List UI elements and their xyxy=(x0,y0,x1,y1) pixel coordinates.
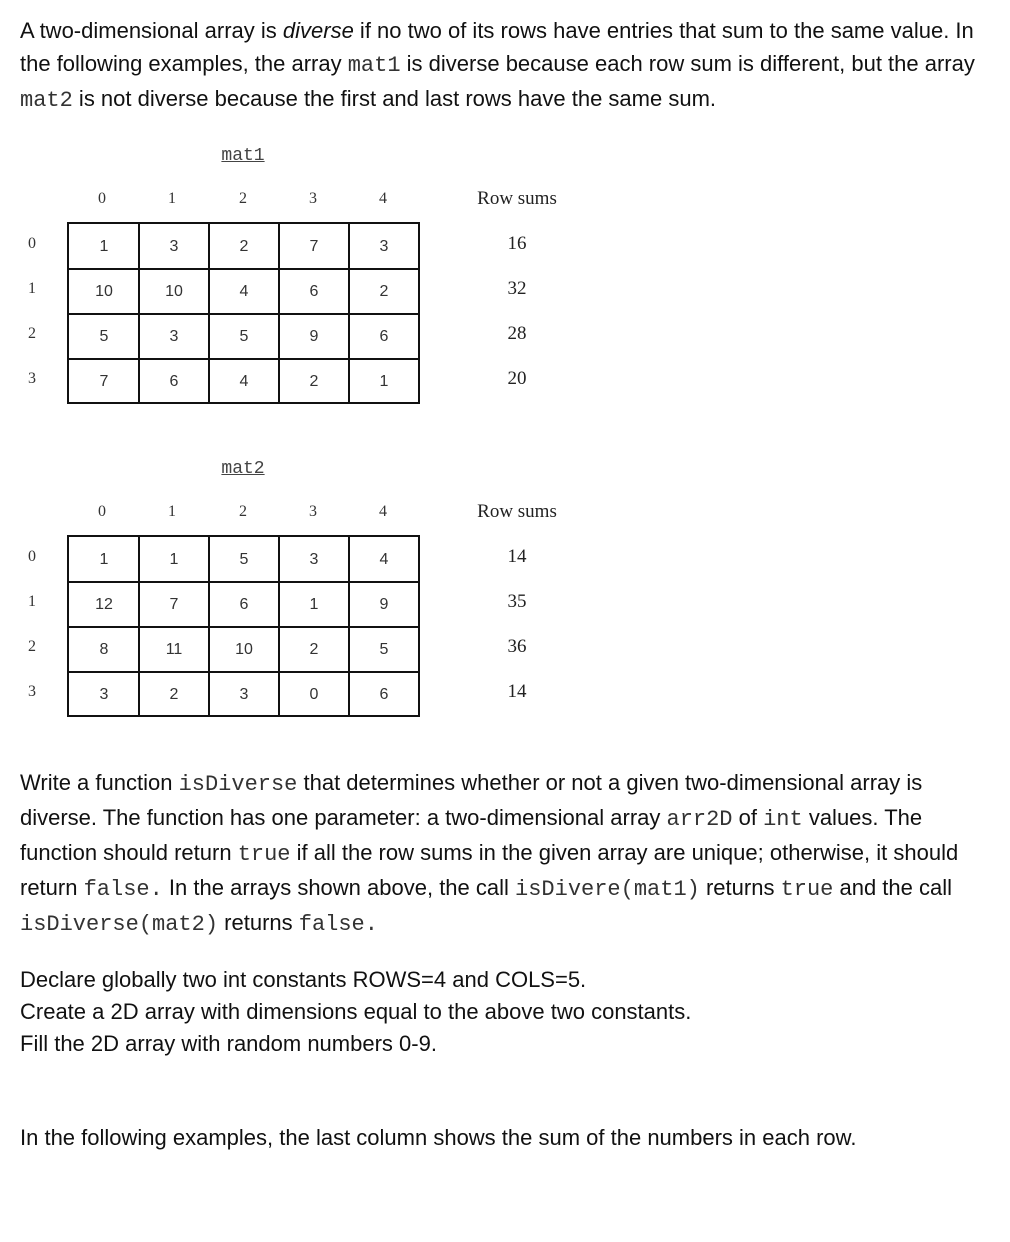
array-cell: 4 xyxy=(239,283,249,300)
task-text-2: that determines whether or not a given two-dimensional array is diverse. The function has one parameter: a two-dimensional array xyxy=(20,770,923,830)
mat2-code: mat2 xyxy=(20,88,73,113)
call-mat1-code: isDivere(mat1) xyxy=(515,877,700,902)
task-text-3: of xyxy=(732,805,764,830)
row-index: 1 xyxy=(28,280,36,297)
array-cell: 11 xyxy=(165,641,183,658)
task-text-1: Write a function xyxy=(20,770,179,795)
array-cell: 0 xyxy=(309,686,319,703)
array-cell: 2 xyxy=(239,238,249,255)
array-cell: 12 xyxy=(95,596,113,613)
array-cell: 3 xyxy=(239,686,249,703)
int-type-code: int xyxy=(763,807,803,832)
instruction-line-1: Declare globally two int constants ROWS=4 and COLS=5. xyxy=(20,967,587,992)
column-index: 4 xyxy=(379,190,387,207)
array-cell: 9 xyxy=(309,328,319,345)
row-sum-value: 20 xyxy=(507,368,527,389)
false-code: false. xyxy=(83,877,163,902)
instruction-line-2: Create a 2D array with dimensions equal to the above two constants. xyxy=(20,999,692,1024)
column-index: 1 xyxy=(168,190,176,207)
array-cell: 6 xyxy=(379,686,389,703)
array-cell: 2 xyxy=(169,686,179,703)
array-cell: 1 xyxy=(169,551,179,568)
array-cell: 5 xyxy=(99,328,109,345)
param-name-code: arr2D xyxy=(666,807,733,832)
mat1-code: mat1 xyxy=(347,53,401,78)
row-sums-header: Row sums xyxy=(477,188,557,209)
array-cell: 6 xyxy=(169,373,179,390)
true-code: true xyxy=(237,842,291,867)
row-sum-value: 28 xyxy=(507,323,527,344)
intro-text-4: is not diverse because the first and last rows have the same sum. xyxy=(72,86,717,111)
row-sums-header: Row sums xyxy=(477,501,557,522)
row-sum-value: 16 xyxy=(507,233,527,254)
array-cell: 1 xyxy=(309,596,319,613)
array-cell: 9 xyxy=(379,596,389,613)
array-cell: 1 xyxy=(379,373,389,390)
array-cell: 5 xyxy=(239,328,249,345)
row-sum-value: 32 xyxy=(507,278,527,299)
intro-text-2: if no two of its rows have entries that sum to the same value. In the following examples, the array xyxy=(20,18,974,76)
array-cell: 7 xyxy=(99,373,109,390)
task-text-7: returns xyxy=(699,875,781,900)
column-index: 0 xyxy=(98,190,106,207)
column-index: 2 xyxy=(239,190,247,207)
array-cell: 2 xyxy=(309,641,319,658)
task-text-5: if all the row sums in the given array are unique; otherwise, it should return xyxy=(20,840,959,900)
footer-note: In the following examples, the last column shows the sum of the numbers in each row. xyxy=(20,1125,857,1150)
array-cell: 4 xyxy=(379,551,389,568)
column-index: 4 xyxy=(379,503,387,520)
array-grid xyxy=(67,535,420,717)
array-cell: 5 xyxy=(379,641,389,658)
diverse-term: diverse xyxy=(282,18,354,43)
array-cell: 7 xyxy=(169,596,179,613)
array-cell: 10 xyxy=(235,641,253,658)
array-cell: 3 xyxy=(169,238,179,255)
row-index: 3 xyxy=(28,683,36,700)
row-index: 3 xyxy=(28,370,36,387)
array-cell: 1 xyxy=(99,551,109,568)
task-text-4: values. The function should return xyxy=(20,805,923,865)
task-paragraph xyxy=(20,766,980,941)
array-cell: 10 xyxy=(95,283,113,300)
array-title: mat2 xyxy=(221,459,265,479)
row-sum-value: 14 xyxy=(507,681,527,702)
true-code-2: true xyxy=(780,877,834,902)
instruction-line-3: Fill the 2D array with random numbers 0-9. xyxy=(20,1031,437,1056)
row-index: 0 xyxy=(28,235,36,252)
array-cell: 6 xyxy=(309,283,319,300)
row-index: 1 xyxy=(28,593,36,610)
array-cell: 3 xyxy=(169,328,179,345)
array-cell: 2 xyxy=(379,283,389,300)
column-index: 3 xyxy=(309,190,317,207)
array-cell: 1 xyxy=(99,238,109,255)
row-index: 2 xyxy=(28,638,36,655)
array-cell: 6 xyxy=(379,328,389,345)
row-sum-value: 36 xyxy=(507,636,527,657)
task-text-9: returns xyxy=(218,910,299,935)
row-index: 0 xyxy=(28,548,36,565)
array-cell: 3 xyxy=(379,238,389,255)
array-cell: 6 xyxy=(239,596,249,613)
intro-paragraph xyxy=(20,14,980,117)
row-sum-value: 35 xyxy=(507,591,527,612)
array-grid xyxy=(67,222,420,404)
column-index: 0 xyxy=(98,503,106,520)
column-index: 2 xyxy=(239,503,247,520)
array-cell: 5 xyxy=(239,551,249,568)
array-cell: 7 xyxy=(309,238,319,255)
false-code-2: false. xyxy=(298,912,378,937)
intro-text-1: A two-dimensional array is xyxy=(20,18,283,43)
array-cell: 4 xyxy=(239,373,249,390)
row-sum-value: 14 xyxy=(507,546,527,567)
function-name-code: isDiverse xyxy=(178,772,298,797)
array-cell: 8 xyxy=(99,641,109,658)
column-index: 1 xyxy=(168,503,176,520)
row-index: 2 xyxy=(28,325,36,342)
call-mat2-code: isDiverse(mat2) xyxy=(20,912,219,937)
task-text-6: In the arrays shown above, the call xyxy=(162,875,516,900)
array-cell: 2 xyxy=(309,373,319,390)
instructions-block xyxy=(20,964,980,1060)
array-title: mat1 xyxy=(221,146,265,166)
array-cell: 10 xyxy=(165,283,183,300)
array-cell: 3 xyxy=(99,686,109,703)
array-cell: 3 xyxy=(309,551,319,568)
intro-text-3: is diverse because each row sum is different, but the array xyxy=(400,51,975,76)
task-text-8: and the call xyxy=(833,875,953,900)
column-index: 3 xyxy=(309,503,317,520)
